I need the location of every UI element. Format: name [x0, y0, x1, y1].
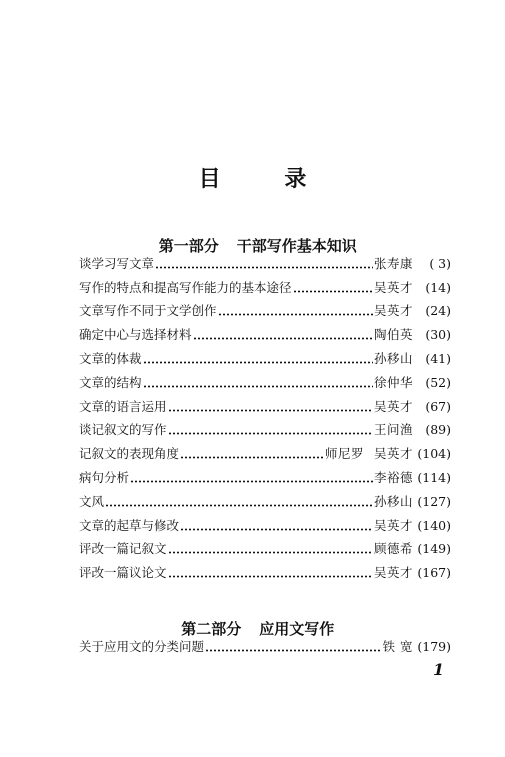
entry-author: 吴英才: [373, 565, 413, 581]
entry-page-number: (14): [425, 279, 451, 295]
dot-leader: [143, 361, 373, 364]
toc-entry: [79, 510, 451, 534]
toc-entry: [79, 272, 451, 296]
entry-author: 吴英才: [373, 303, 413, 319]
entry-title: 文风: [79, 493, 105, 509]
entry-page-number: (149): [417, 541, 451, 557]
dot-leader: [218, 313, 373, 316]
dot-leader: [180, 528, 373, 531]
entry-title: 评改一篇记叙文: [79, 541, 167, 557]
dot-leader: [168, 551, 373, 554]
dot-leader: [143, 385, 373, 388]
toc-list: [79, 631, 451, 655]
entry-title: 文章的起草与修改: [79, 517, 180, 533]
page-number: 1: [433, 660, 445, 679]
entry-author: 铁 宽: [382, 638, 413, 654]
entry-title: 文章的结构: [79, 374, 142, 390]
section-number: 第一部分: [158, 237, 219, 255]
dot-leader: [168, 432, 373, 435]
dot-leader: [180, 456, 324, 459]
toc-entry: [79, 319, 451, 343]
entry-author: 吴英才: [373, 279, 413, 295]
toc-entry: [79, 248, 451, 272]
entry-author: 孙移山: [373, 350, 413, 366]
entry-page-number: (41): [425, 350, 451, 366]
entry-author: 陶伯英: [373, 327, 413, 343]
toc-entry: [79, 296, 451, 320]
toc-entry: [79, 391, 451, 415]
section-title: 干部写作基本知识: [236, 237, 357, 255]
toc-entry: [79, 557, 451, 581]
entry-author: 王问渔: [373, 422, 413, 438]
entry-title: 文章的体裁: [79, 350, 142, 366]
toc-entry: [79, 343, 451, 367]
toc-entry: [79, 486, 451, 510]
dot-leader: [168, 409, 373, 412]
dot-leader: [205, 649, 382, 652]
entry-page-number: (67): [425, 398, 451, 414]
section-title: 应用文写作: [259, 620, 335, 638]
entry-author: 徐仲华: [373, 374, 413, 390]
dot-leader: [293, 290, 373, 293]
entry-author: 吴英才: [373, 398, 413, 414]
entry-title: 文章的语言运用: [79, 398, 167, 414]
entry-page-number: (30): [425, 327, 451, 343]
entry-author: 张寿康: [373, 255, 413, 271]
entry-page-number: (52): [425, 374, 451, 390]
dot-leader: [105, 504, 373, 507]
entry-title: 评改一篇议论文: [79, 565, 167, 581]
dot-leader: [168, 575, 373, 578]
entry-author: 李裕德: [373, 469, 413, 485]
entry-title: 谈学习写文章: [79, 255, 155, 271]
dot-leader: [155, 266, 373, 269]
entry-page-number: (114): [417, 469, 451, 485]
toc-entry: [79, 534, 451, 558]
toc-entry: [79, 367, 451, 391]
entry-title: 记叙文的表现角度: [79, 446, 180, 462]
entry-page-number: (167): [417, 565, 451, 581]
entry-page-number: (104): [417, 446, 451, 462]
entry-title: 关于应用文的分类问题: [79, 638, 205, 654]
entry-author-second: 吴英才: [373, 446, 413, 462]
entry-page-number: ( 3): [429, 255, 451, 271]
entry-author: 孙移山: [373, 493, 413, 509]
entry-page-number: (179): [417, 638, 451, 654]
toc-entry: [79, 631, 451, 655]
entry-page-number: (127): [417, 493, 451, 509]
entry-title: 写作的特点和提高写作能力的基本途径: [79, 279, 292, 295]
toc-entry: [79, 415, 451, 439]
dot-leader: [130, 480, 373, 483]
toc-entry: [79, 438, 451, 462]
toc-entry: [79, 462, 451, 486]
entry-author: 顾德希: [373, 541, 413, 557]
entry-page-number: (24): [425, 303, 451, 319]
entry-author: 师尼罗: [324, 446, 364, 462]
entry-title: 文章写作不同于文学创作: [79, 303, 217, 319]
entry-title: 病句分析: [79, 469, 130, 485]
toc-list: [79, 248, 451, 581]
dot-leader: [193, 337, 373, 340]
entry-title: 确定中心与选择材料: [79, 327, 192, 343]
entry-title: 谈记叙文的写作: [79, 422, 167, 438]
entry-page-number: (140): [417, 517, 451, 533]
page-title: 目 录: [198, 166, 335, 192]
entry-author: 吴英才: [373, 517, 413, 533]
entry-page-number: (89): [425, 422, 451, 438]
section-number: 第二部分: [181, 620, 242, 638]
